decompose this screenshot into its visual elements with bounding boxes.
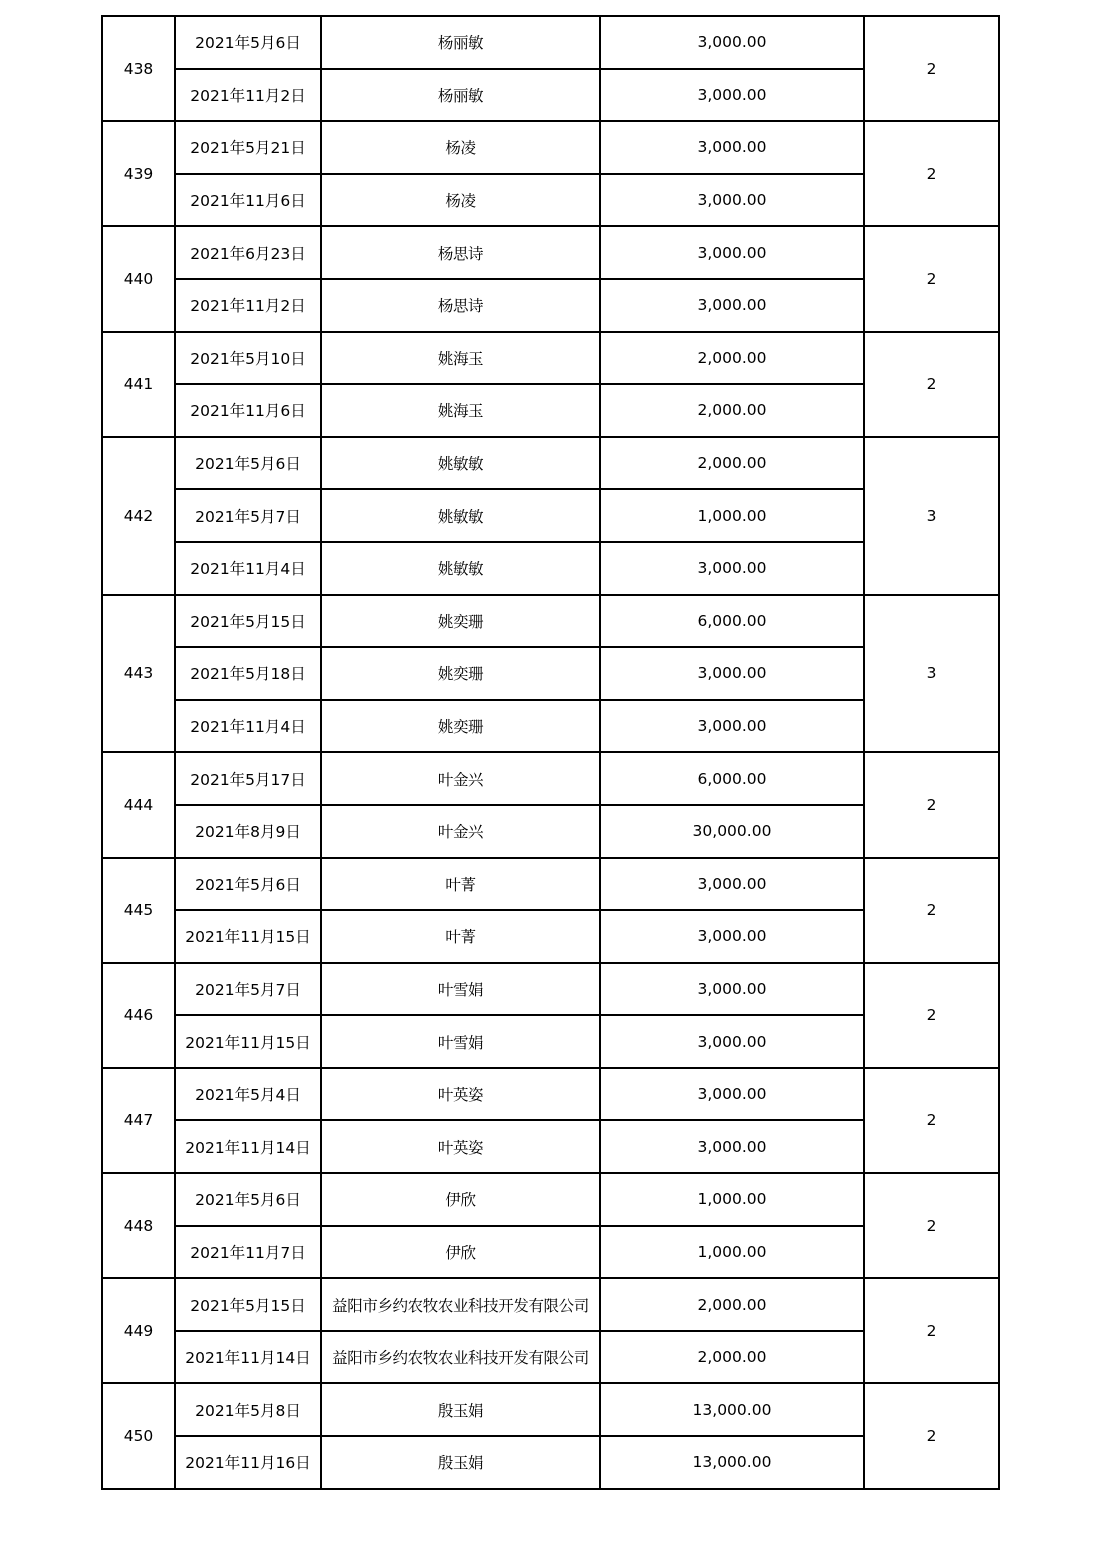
table-row [102,226,999,279]
count-cell: 3 [864,437,999,595]
count-cell: 2 [864,858,999,963]
group-number-cell: 443 [102,595,175,753]
name-cell: 杨思诗 [321,226,600,279]
date-cell: 2021年5月6日 [175,437,321,490]
date-cell: 2021年5月4日 [175,1068,321,1121]
amount-cell: 13,000.00 [600,1383,864,1436]
amount-cell: 3,000.00 [600,279,864,332]
amount-cell: 3,000.00 [600,1015,864,1068]
name-cell: 殷玉娟 [321,1383,600,1436]
name-cell: 姚奕珊 [321,700,600,753]
count-cell: 3 [864,595,999,753]
amount-cell: 2,000.00 [600,437,864,490]
count-cell: 2 [864,1173,999,1278]
count-cell: 2 [864,332,999,437]
table-row [102,1278,999,1331]
ledger-table [101,15,1000,1490]
name-cell: 姚海玉 [321,384,600,437]
group-number-cell: 450 [102,1383,175,1488]
date-cell: 2021年11月2日 [175,279,321,332]
group-number-cell: 442 [102,437,175,595]
name-cell: 杨凌 [321,174,600,227]
table-row [102,1383,999,1436]
amount-cell: 13,000.00 [600,1436,864,1489]
date-cell: 2021年11月16日 [175,1436,321,1489]
date-cell: 2021年5月6日 [175,858,321,911]
name-cell: 益阳市乡约农牧农业科技开发有限公司 [321,1278,600,1331]
date-cell: 2021年11月15日 [175,1015,321,1068]
ledger-body [102,16,999,1489]
name-cell: 叶菁 [321,858,600,911]
name-cell: 杨丽敏 [321,69,600,122]
count-cell: 2 [864,16,999,121]
name-cell: 叶雪娟 [321,1015,600,1068]
group-number-cell: 447 [102,1068,175,1173]
table-row [102,332,999,385]
count-cell: 2 [864,752,999,857]
name-cell: 叶英姿 [321,1068,600,1121]
count-cell: 2 [864,963,999,1068]
name-cell: 伊欣 [321,1226,600,1279]
count-cell: 2 [864,121,999,226]
group-number-cell: 445 [102,858,175,963]
amount-cell: 3,000.00 [600,647,864,700]
date-cell: 2021年5月7日 [175,489,321,542]
amount-cell: 2,000.00 [600,332,864,385]
date-cell: 2021年5月15日 [175,1278,321,1331]
name-cell: 益阳市乡约农牧农业科技开发有限公司 [321,1331,600,1384]
group-number-cell: 440 [102,226,175,331]
amount-cell: 6,000.00 [600,752,864,805]
name-cell: 叶金兴 [321,805,600,858]
amount-cell: 3,000.00 [600,858,864,911]
amount-cell: 1,000.00 [600,1173,864,1226]
group-number-cell: 444 [102,752,175,857]
amount-cell: 3,000.00 [600,121,864,174]
table-row [102,963,999,1016]
amount-cell: 1,000.00 [600,1226,864,1279]
count-cell: 2 [864,226,999,331]
name-cell: 姚奕珊 [321,595,600,648]
date-cell: 2021年5月8日 [175,1383,321,1436]
amount-cell: 1,000.00 [600,489,864,542]
date-cell: 2021年5月6日 [175,1173,321,1226]
group-number-cell: 449 [102,1278,175,1383]
table-row [102,437,999,490]
name-cell: 殷玉娟 [321,1436,600,1489]
date-cell: 2021年5月17日 [175,752,321,805]
amount-cell: 3,000.00 [600,1120,864,1173]
amount-cell: 3,000.00 [600,700,864,753]
date-cell: 2021年5月15日 [175,595,321,648]
table-row [102,1068,999,1121]
name-cell: 叶雪娟 [321,963,600,1016]
date-cell: 2021年8月9日 [175,805,321,858]
date-cell: 2021年5月18日 [175,647,321,700]
name-cell: 杨丽敏 [321,16,600,69]
name-cell: 杨凌 [321,121,600,174]
name-cell: 叶金兴 [321,752,600,805]
table-row [102,121,999,174]
group-number-cell: 441 [102,332,175,437]
amount-cell: 6,000.00 [600,595,864,648]
group-number-cell: 438 [102,16,175,121]
name-cell: 姚敏敏 [321,437,600,490]
group-number-cell: 448 [102,1173,175,1278]
amount-cell: 3,000.00 [600,963,864,1016]
date-cell: 2021年11月2日 [175,69,321,122]
amount-cell: 3,000.00 [600,542,864,595]
name-cell: 姚海玉 [321,332,600,385]
amount-cell: 3,000.00 [600,1068,864,1121]
group-number-cell: 439 [102,121,175,226]
amount-cell: 2,000.00 [600,384,864,437]
date-cell: 2021年5月6日 [175,16,321,69]
group-number-cell: 446 [102,963,175,1068]
amount-cell: 30,000.00 [600,805,864,858]
amount-cell: 2,000.00 [600,1331,864,1384]
date-cell: 2021年11月14日 [175,1120,321,1173]
name-cell: 杨思诗 [321,279,600,332]
name-cell: 姚奕珊 [321,647,600,700]
date-cell: 2021年5月10日 [175,332,321,385]
name-cell: 伊欣 [321,1173,600,1226]
amount-cell: 2,000.00 [600,1278,864,1331]
amount-cell: 3,000.00 [600,174,864,227]
date-cell: 2021年5月7日 [175,963,321,1016]
table-row [102,16,999,69]
date-cell: 2021年11月14日 [175,1331,321,1384]
amount-cell: 3,000.00 [600,16,864,69]
amount-cell: 3,000.00 [600,226,864,279]
name-cell: 姚敏敏 [321,489,600,542]
amount-cell: 3,000.00 [600,69,864,122]
name-cell: 叶英姿 [321,1120,600,1173]
table-row [102,752,999,805]
date-cell: 2021年11月15日 [175,910,321,963]
date-cell: 2021年11月7日 [175,1226,321,1279]
date-cell: 2021年11月4日 [175,700,321,753]
table-row [102,1173,999,1226]
date-cell: 2021年11月6日 [175,384,321,437]
date-cell: 2021年11月6日 [175,174,321,227]
name-cell: 叶菁 [321,910,600,963]
count-cell: 2 [864,1068,999,1173]
amount-cell: 3,000.00 [600,910,864,963]
name-cell: 姚敏敏 [321,542,600,595]
date-cell: 2021年11月4日 [175,542,321,595]
date-cell: 2021年6月23日 [175,226,321,279]
table-row [102,858,999,911]
date-cell: 2021年5月21日 [175,121,321,174]
count-cell: 2 [864,1278,999,1383]
count-cell: 2 [864,1383,999,1488]
table-row [102,595,999,648]
